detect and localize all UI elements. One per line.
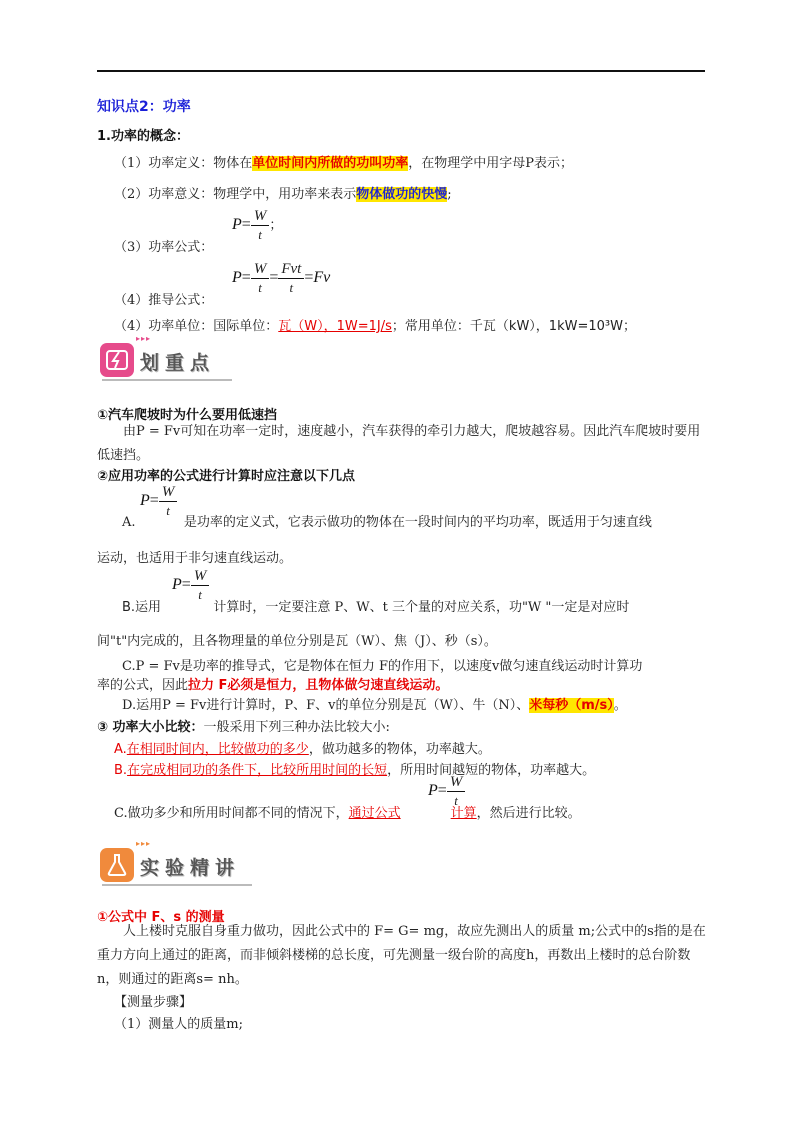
point-a-formula: P= $\frac{W}{t}$: [140, 484, 177, 519]
section-title: 知识点2：功率: [97, 99, 191, 115]
q1-title: ①汽车爬坡时为什么要用低速挡: [97, 408, 278, 423]
q2-title: ②应用功率的公式进行计算时应注意以下几点: [97, 469, 356, 484]
power-unit: （4）功率单位：国际单位：瓦（W），1W=1J/s；常用单位：千瓦（kW），1kW=10³W；: [114, 319, 636, 334]
point-b-formula: P= $\frac{W}{t}$: [172, 568, 209, 603]
point-c: C.P = Fv是功率的推导式，它是物体在恒力 F的作用下，以速度v做匀速直线运动时计算功: [122, 659, 643, 674]
banner-underline: [102, 379, 232, 381]
q3-title: ③ 功率大小比较：一般采用下列三种办法比较大小:: [97, 720, 390, 735]
experiment-body: 人上楼时克服自身重力做功，因此公式中的 F= G= mg，故应先测出人的质量 m;公式中的s指的是在重力方向上通过的距离，而非倾斜楼梯的总长度，可先测量一级台阶的高度h，再数出上楼时的总台阶数 n，则通过的距离s= nh。: [97, 924, 706, 987]
formula-label: （3）功率公式：: [114, 240, 214, 255]
experiment-title: ①公式中 F、s 的测量: [97, 910, 225, 925]
method-c: C.做功多少和所用时间都不同的情况下，通过公式 计算，然后进行比较。: [114, 806, 581, 821]
method-b: B.在完成相同功的条件下，比较所用时间的长短，所用时间越短的物体，功率越大。: [114, 763, 596, 778]
point-b: B.运用 计算时，一定要注意 P、W、t 三个量的对应关系，功"W "一定是对应时: [122, 600, 630, 615]
banner-underline: [102, 884, 252, 886]
method-c-formula: P= $\frac{W}{t}$: [428, 774, 465, 809]
banner-title: 实验精讲: [140, 857, 241, 879]
derived-formula: P= $\frac{W}{t}$ = $\frac{\text{Fvt}}{t}$ =Fv: [232, 261, 331, 295]
concept-heading: 1.功率的概念：: [97, 129, 189, 144]
derived-label: （4）推导公式：: [114, 293, 214, 308]
banner-dots: ▸▸▸: [136, 334, 152, 343]
banner-key-points: [100, 334, 240, 379]
point-b-cont: 间"t"内完成的，且各物理量的单位分别是瓦（W）、焦（J）、秒（s）。: [97, 634, 497, 649]
q1-body: 由P = Fv可知在功率一定时，速度越小，汽车获得的牵引力越大，爬坡越容易。因此汽车爬坡时要用低速挡。: [97, 424, 701, 463]
point-a: A. 是功率的定义式，它表示做功的物体在一段时间内的平均功率，既适用于匀速直线: [122, 515, 652, 530]
steps-heading: 【测量步骤】: [114, 995, 193, 1010]
flask-icon: [100, 848, 134, 882]
step-1: （1）测量人的质量m;: [114, 1017, 243, 1032]
lightning-icon: [100, 343, 134, 377]
point-d: D.运用P = Fv进行计算时，P、F、v的单位分别是瓦（W）、牛（N）、米每秒（m/s）。: [122, 698, 627, 713]
banner-experiment: [100, 839, 260, 884]
point-a-cont: 运动，也适用于非匀速直线运动。: [97, 551, 293, 566]
power-definition: （1）功率定义：物体在单位时间内所做的功叫功率，在物理学中用字母P表示；: [114, 156, 574, 171]
method-a: A.在相同时间内，比较做功的多少，做功越多的物体，功率越大。: [114, 742, 491, 757]
power-meaning: （2）功率意义：物理学中，用功率来表示物体做功的快慢;: [114, 187, 452, 202]
top-rule: [97, 70, 705, 72]
banner-title: 划重点: [140, 352, 216, 374]
point-c-cont: 率的公式，因此拉力 F必须是恒力，且物体做匀速直线运动。: [97, 678, 449, 693]
power-formula: P= $\frac{W}{t}$ ；: [232, 208, 283, 242]
banner-dots: ▸▸▸: [136, 839, 152, 848]
